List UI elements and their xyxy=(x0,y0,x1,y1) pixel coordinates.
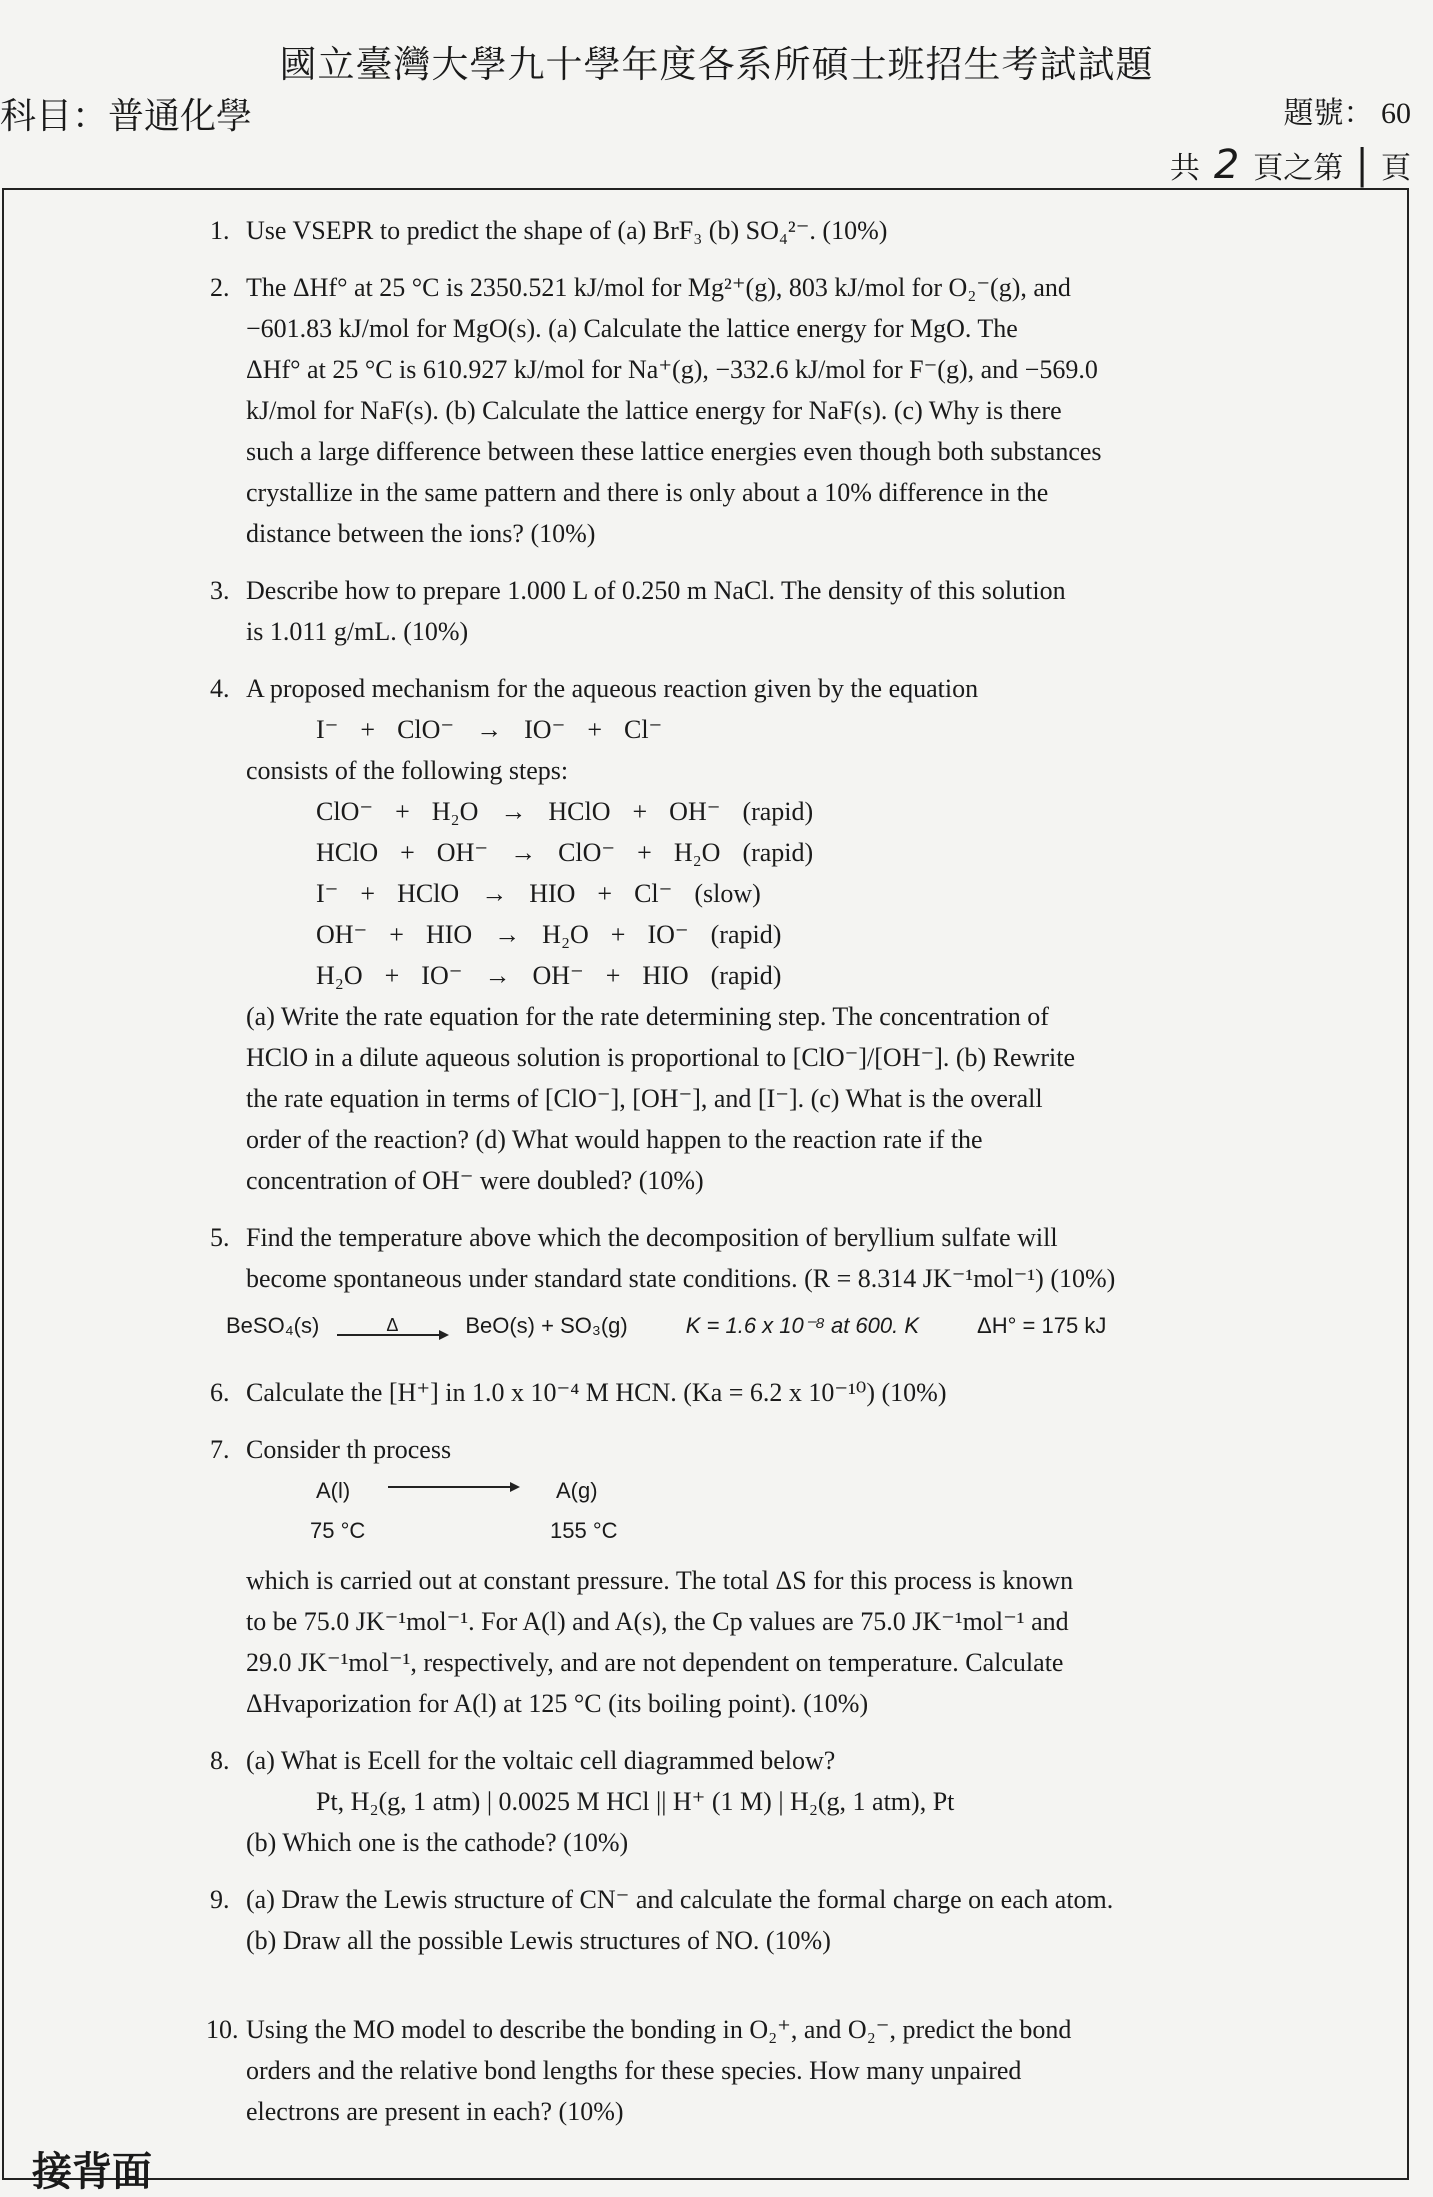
question-8 xyxy=(210,1740,1210,1863)
eq-term: I⁻ xyxy=(316,715,339,744)
question-line: to be 75.0 JK⁻¹mol⁻¹. For A(l) and A(s), the Cp values are 75.0 JK⁻¹mol⁻¹ and xyxy=(246,1607,1069,1636)
question-line: (a) Draw the Lewis structure of CN⁻ and calculate the formal charge on each atom. xyxy=(246,1885,1114,1914)
process-from: A(l) xyxy=(316,1478,351,1503)
delta-label: Δ xyxy=(386,1315,399,1335)
question-number xyxy=(1284,88,1412,132)
question-line: ΔHvaporization for A(l) at 125 °C (its boiling point). (10%) xyxy=(246,1689,869,1718)
question-2 xyxy=(210,267,1210,554)
question-line: A proposed mechanism for the aqueous reaction given by the equation xyxy=(246,674,979,703)
page-indicator xyxy=(1170,138,1411,189)
question-line: The ΔHf° at 25 °C is 2350.521 kJ/mol for Mg²⁺(g), 803 kJ/mol for O₂⁻(g), and xyxy=(246,273,1071,302)
mechanism-step-1 xyxy=(246,791,1210,832)
question-line: become spontaneous under standard state conditions. (R = 8.314 JK⁻¹mol⁻¹) (10%) xyxy=(246,1264,1116,1293)
eq-term: H₂O xyxy=(316,961,363,990)
question-line: concentration of OH⁻ were doubled? (10%) xyxy=(246,1166,704,1195)
eq-term: Cl⁻ xyxy=(634,879,673,908)
pages-suffix: 頁 xyxy=(1381,152,1411,185)
question-line: crystallize in the same pattern and there is only about a 10% difference in the xyxy=(246,478,1049,507)
question-number-1: 1. xyxy=(210,216,230,245)
overall-equation xyxy=(246,709,1210,750)
eq-term: OH⁻ xyxy=(669,797,721,826)
question-line: the rate equation in terms of [ClO⁻], [OH⁻], and [I⁻]. (c) What is the overall xyxy=(246,1084,1043,1113)
question-number-5: 5. xyxy=(210,1223,230,1252)
question-line: HClO in a dilute aqueous solution is proportional to [ClO⁻]/[OH⁻]. (b) Rewrite xyxy=(246,1043,1075,1072)
eq-term: HIO xyxy=(425,920,473,949)
eq-term: → xyxy=(476,715,503,744)
subject-label: 科目：普通化學 xyxy=(0,96,253,137)
question-7 xyxy=(210,1429,1210,1724)
eq-term: → xyxy=(500,797,527,826)
eq-term: + xyxy=(597,879,613,908)
question-line: consists of the following steps: xyxy=(246,756,569,785)
phase-change-diagram xyxy=(310,1470,1210,1560)
mechanism-step-2 xyxy=(246,832,1210,873)
question-line: distance between the ions? (10%) xyxy=(246,519,596,548)
pages-mid: 頁之第 xyxy=(1253,152,1344,185)
question-line: ΔHf° at 25 °C is 610.927 kJ/mol for Na⁺(g), −332.6 kJ/mol for F⁻(g), and −569.0 xyxy=(246,355,1098,384)
right-arrow-icon xyxy=(388,1486,518,1488)
eq-term: OH⁻ xyxy=(316,920,368,949)
question-number-10: 10. xyxy=(206,2015,239,2044)
question-line: (a) What is Ecell for the voltaic cell diagrammed below? xyxy=(246,1746,836,1775)
question-number-3: 3. xyxy=(210,576,230,605)
eq-term: ClO⁻ xyxy=(316,797,374,826)
question-number-value: 60 xyxy=(1381,97,1411,130)
eq-term: IO⁻ xyxy=(647,920,689,949)
question-line: kJ/mol for NaF(s). (b) Calculate the lattice energy for NaF(s). (c) Why is there xyxy=(246,396,1062,425)
mechanism-step-4 xyxy=(246,914,1210,955)
question-line: Using the MO model to describe the bonding in O₂⁺, and O₂⁻, predict the bond xyxy=(246,2015,1072,2044)
question-line: (b) Which one is the cathode? (10%) xyxy=(246,1828,629,1857)
question-line: which is carried out at constant pressure. The total ΔS for this process is known xyxy=(246,1566,1074,1595)
question-text: Calculate the [H⁺] in 1.0 x 10⁻⁴ M HCN. (Ka = 6.2 x 10⁻¹⁰) (10%) xyxy=(246,1378,947,1407)
eq-term: H₂O xyxy=(542,920,589,949)
pages-total: 2 xyxy=(1213,142,1240,188)
eq-term: + xyxy=(395,797,410,826)
eq-term: HClO xyxy=(397,879,460,908)
pages-current: | xyxy=(1357,139,1367,188)
eq-term: → xyxy=(494,920,521,949)
eq-term: + xyxy=(637,838,652,867)
question-line: (b) Draw all the possible Lewis structures of NO. (10%) xyxy=(246,1926,831,1955)
eq-term: (rapid) xyxy=(710,961,782,990)
question-text: Use VSEPR to predict the shape of (a) BrF₃ (b) SO₄²⁻. (10%) xyxy=(246,216,888,245)
eq-term: (rapid) xyxy=(742,838,814,867)
mechanism-step-3 xyxy=(246,873,1210,914)
eq-term: + xyxy=(587,715,602,744)
eq-term: HClO xyxy=(548,797,611,826)
eq-term: → xyxy=(510,838,537,867)
eq-term: H₂O xyxy=(673,838,721,867)
continue-on-back: 接背面 xyxy=(32,2148,152,2195)
question-line: Describe how to prepare 1.000 L of 0.250 m NaCl. The density of this solution xyxy=(246,576,1066,605)
question-line: is 1.011 g/mL. (10%) xyxy=(246,617,469,646)
eq-term: + xyxy=(610,920,626,949)
question-line: Find the temperature above which the decomposition of beryllium sulfate will xyxy=(246,1223,1058,1252)
question-3 xyxy=(210,570,1210,652)
heat-arrow-icon xyxy=(337,1316,447,1346)
equilibrium-constant: K = 1.6 x 10⁻⁸ at 600. K xyxy=(685,1313,920,1338)
mechanism-step-5 xyxy=(246,955,1210,996)
eq-term: HIO xyxy=(642,961,689,990)
eq-term: I⁻ xyxy=(316,879,339,908)
question-9 xyxy=(210,1879,1210,1961)
question-line: order of the reaction? (d) What would happen to the reaction rate if the xyxy=(246,1125,983,1154)
eq-term: + xyxy=(384,961,400,990)
cell-diagram: Pt, H₂(g, 1 atm) | 0.0025 M HCl || H⁺ (1 M) | H₂(g, 1 atm), Pt xyxy=(316,1787,955,1816)
enthalpy-value: ΔH° = 175 kJ xyxy=(977,1313,1107,1338)
question-line: such a large difference between these lattice energies even though both substances xyxy=(246,437,1102,466)
question-line: orders and the relative bond lengths for these species. How many unpaired xyxy=(246,2056,1022,2085)
eq-term: (slow) xyxy=(694,879,761,908)
question-list xyxy=(206,210,1210,2148)
question-4 xyxy=(210,668,1210,1201)
question-number-2: 2. xyxy=(210,273,230,302)
eq-term: + xyxy=(632,797,648,826)
eq-term: HClO xyxy=(316,838,379,867)
question-number-4: 4. xyxy=(210,674,230,703)
eq-term: (rapid) xyxy=(710,920,782,949)
eq-term: ClO⁻ xyxy=(397,715,455,744)
eq-term: + xyxy=(360,879,376,908)
question-1 xyxy=(210,210,1210,251)
temp-to: 155 °C xyxy=(550,1518,618,1543)
eq-term: + xyxy=(389,920,404,949)
question-5 xyxy=(210,1217,1210,1356)
eq-term: IO⁻ xyxy=(524,715,566,744)
question-line: Consider th process xyxy=(246,1435,452,1464)
eq-term: ClO⁻ xyxy=(558,838,616,867)
eq-term: → xyxy=(481,879,508,908)
question-line: (a) Write the rate equation for the rate determining step. The concentration of xyxy=(246,1002,1049,1031)
reactant: BeSO₄(s) xyxy=(226,1313,320,1338)
exam-title: 國立臺灣大學九十學年度各系所碩士班招生考試試題 xyxy=(279,43,1154,86)
eq-term: (rapid) xyxy=(742,797,814,826)
question-number-label: 題號： xyxy=(1283,97,1374,130)
eq-term: + xyxy=(605,961,621,990)
decomposition-reaction xyxy=(226,1305,1210,1346)
question-line: −601.83 kJ/mol for MgO(s). (a) Calculate the lattice energy for MgO. The xyxy=(246,314,1018,343)
question-number-9: 9. xyxy=(210,1885,230,1914)
eq-term: HIO xyxy=(529,879,576,908)
question-number-6: 6. xyxy=(210,1378,230,1407)
pages-prefix: 共 xyxy=(1169,152,1200,185)
products: BeO(s) + SO₃(g) xyxy=(465,1313,628,1338)
process-to: A(g) xyxy=(556,1478,598,1503)
eq-term: OH⁻ xyxy=(532,961,584,990)
eq-term: H₂O xyxy=(431,797,479,826)
eq-term: → xyxy=(484,961,511,990)
question-10 xyxy=(206,2009,1210,2132)
eq-term: + xyxy=(400,838,415,867)
temp-from: 75 °C xyxy=(310,1518,366,1543)
eq-term: + xyxy=(360,715,376,744)
eq-term: Cl⁻ xyxy=(623,715,663,744)
question-number-8: 8. xyxy=(210,1746,230,1775)
question-line: 29.0 JK⁻¹mol⁻¹, respectively, and are not dependent on temperature. Calculate xyxy=(246,1648,1064,1677)
eq-term: IO⁻ xyxy=(421,961,463,990)
eq-term: OH⁻ xyxy=(436,838,489,867)
question-number-7: 7. xyxy=(210,1435,230,1464)
question-6 xyxy=(210,1372,1210,1413)
question-line: electrons are present in each? (10%) xyxy=(246,2097,624,2126)
